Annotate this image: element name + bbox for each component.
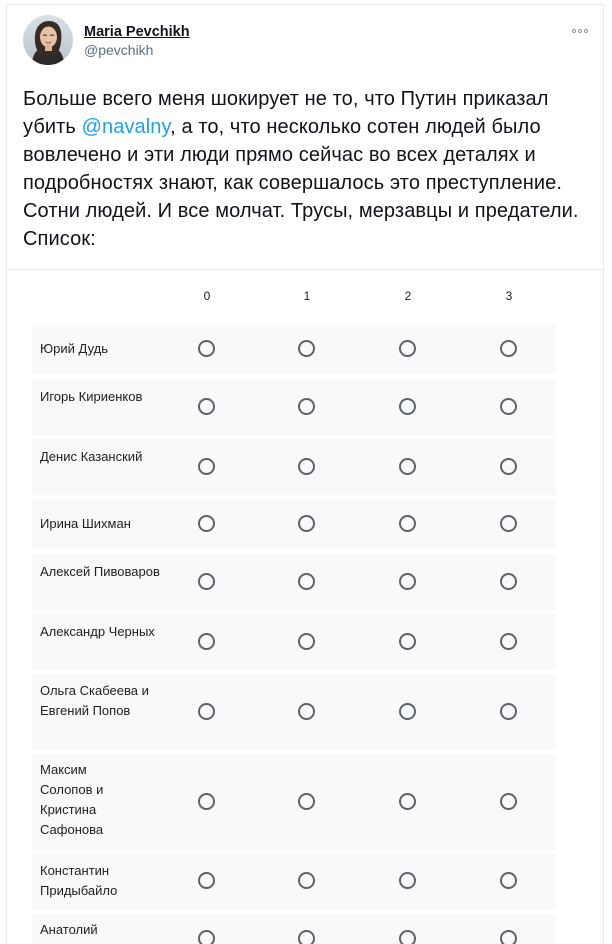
author-handle[interactable]: @pevchikh [84, 42, 154, 58]
radio-button-icon[interactable] [298, 793, 315, 810]
column-header-2: 2 [404, 289, 412, 303]
radio-button-icon[interactable] [500, 633, 517, 650]
radio-button-icon[interactable] [198, 515, 215, 532]
radio-button-icon[interactable] [298, 703, 315, 720]
radio-button-icon[interactable] [298, 930, 315, 944]
more-options-icon[interactable] [569, 25, 591, 37]
radio-button-icon[interactable] [399, 340, 416, 357]
poll-grid-image [7, 271, 604, 944]
row-label: Александр Черных [40, 624, 155, 639]
column-header-0: 0 [203, 289, 211, 303]
avatar[interactable] [23, 15, 73, 65]
column-header-3: 3 [505, 289, 513, 303]
radio-button-icon[interactable] [500, 515, 517, 532]
grid-row [32, 379, 556, 435]
column-header-1: 1 [303, 289, 311, 303]
radio-button-icon[interactable] [399, 573, 416, 590]
radio-button-icon[interactable] [298, 515, 315, 532]
radio-button-icon[interactable] [500, 703, 517, 720]
radio-button-icon[interactable] [298, 872, 315, 889]
grid-row [32, 439, 556, 495]
author-display-name[interactable]: Maria Pevchikh [84, 24, 190, 40]
radio-button-icon[interactable] [399, 703, 416, 720]
row-label: Игорь Кириенков [40, 389, 143, 404]
radio-button-icon[interactable] [399, 633, 416, 650]
row-label: Денис Казанский [40, 449, 143, 464]
row-label: Анатолий [40, 922, 98, 937]
grid-row [32, 499, 556, 549]
row-label: Ольга Скабеева и Евгений Попов [40, 683, 149, 718]
radio-button-icon[interactable] [298, 340, 315, 357]
radio-button-icon[interactable] [198, 633, 215, 650]
radio-button-icon[interactable] [198, 398, 215, 415]
radio-button-icon[interactable] [198, 930, 215, 944]
radio-button-icon[interactable] [500, 793, 517, 810]
radio-button-icon[interactable] [500, 458, 517, 475]
row-label: Константин Придыбайло [40, 863, 118, 898]
tweet-card [6, 4, 604, 944]
radio-button-icon[interactable] [198, 573, 215, 590]
radio-button-icon[interactable] [198, 793, 215, 810]
radio-button-icon[interactable] [298, 458, 315, 475]
radio-button-icon[interactable] [399, 793, 416, 810]
radio-button-icon[interactable] [500, 340, 517, 357]
radio-button-icon[interactable] [500, 398, 517, 415]
tweet-text-part-2: , а то, что несколько сотен людей было вовлечено и эти люди прямо сейчас во всех деталях и подробностях знают, как совершалось это преступление. Сотни людей. И все молчат. Трусы, мерзавцы и предатели. Список: [23, 116, 579, 250]
grid-row [32, 324, 556, 374]
radio-button-icon[interactable] [399, 458, 416, 475]
radio-button-icon[interactable] [500, 573, 517, 590]
radio-button-icon[interactable] [198, 458, 215, 475]
grid-row [32, 854, 556, 910]
radio-button-icon[interactable] [399, 930, 416, 944]
radio-button-icon[interactable] [298, 398, 315, 415]
radio-button-icon[interactable] [500, 872, 517, 889]
mention-link[interactable]: @navalny [81, 116, 171, 138]
radio-button-icon[interactable] [198, 872, 215, 889]
radio-button-icon[interactable] [198, 340, 215, 357]
radio-button-icon[interactable] [399, 515, 416, 532]
row-label: Максим Солопов и Кристина Сафонова [40, 762, 104, 837]
radio-button-icon[interactable] [298, 573, 315, 590]
grid-row [32, 674, 556, 750]
radio-button-icon[interactable] [500, 930, 517, 944]
tweet-text [23, 85, 601, 253]
radio-button-icon[interactable] [399, 872, 416, 889]
grid-row [32, 614, 556, 670]
radio-button-icon[interactable] [298, 633, 315, 650]
grid-row [32, 554, 556, 610]
radio-button-icon[interactable] [198, 703, 215, 720]
row-label: Ирина Шихман [40, 516, 131, 531]
tweet-text-part-1: Больше всего меня шокирует не то, что Путин приказал убить [23, 88, 549, 138]
row-label: Юрий Дудь [40, 341, 109, 356]
grid-row [32, 754, 556, 850]
row-label: Алексей Пивоваров [40, 564, 160, 579]
divider [7, 269, 604, 270]
grid-row [32, 914, 556, 944]
radio-button-icon[interactable] [399, 398, 416, 415]
